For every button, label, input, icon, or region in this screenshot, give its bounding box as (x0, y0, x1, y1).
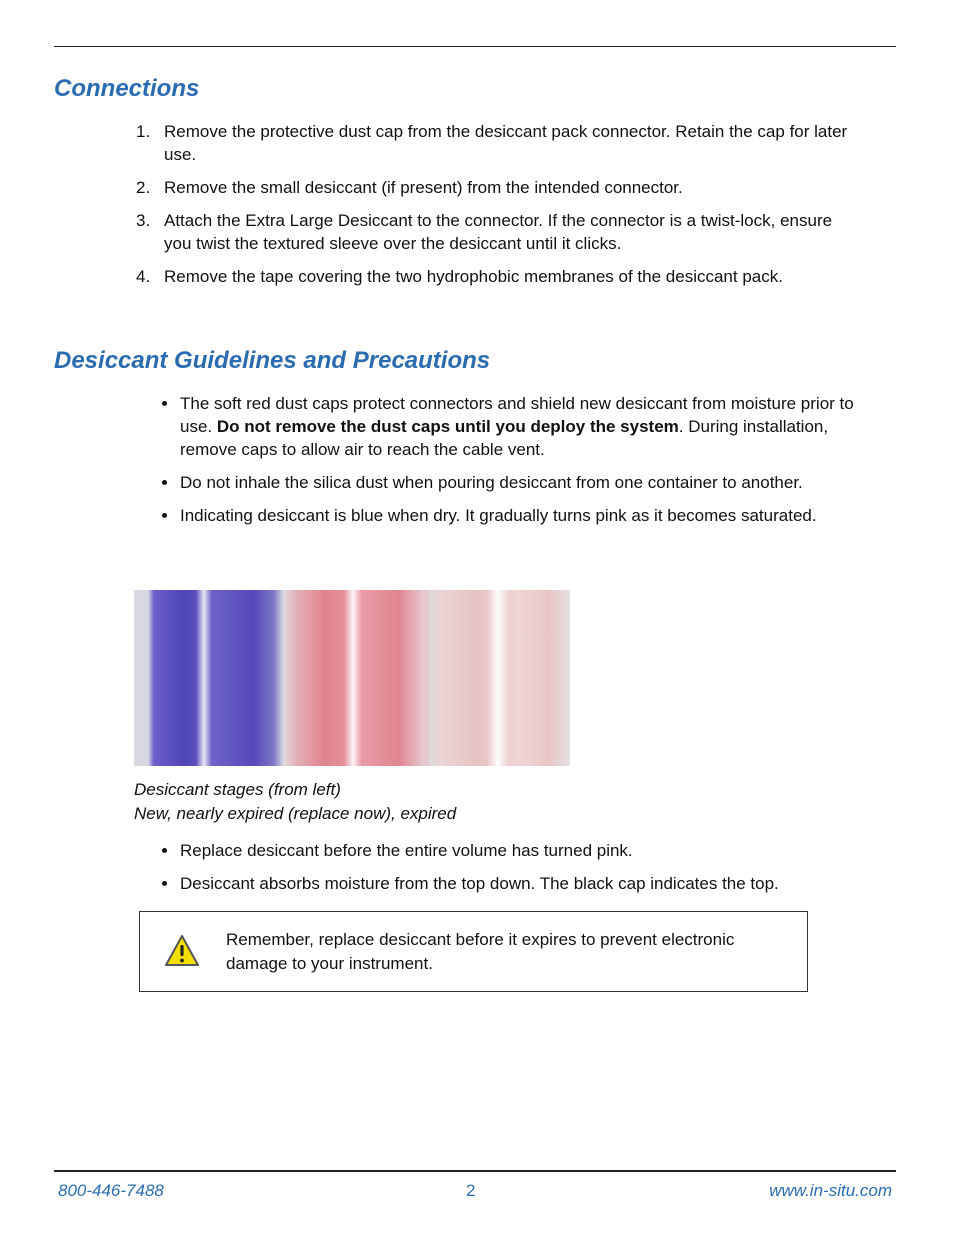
list-item: Replace desiccant before the entire volume has turned pink. (160, 839, 860, 862)
footer-website: www.in-situ.com (769, 1181, 892, 1200)
list-item: 3. Attach the Extra Large Desiccant to the connector. If the connector is a twist-lock, ensure you twist the textured sleeve over the desiccant until it clicks. (136, 211, 833, 253)
vial-expired (429, 590, 570, 766)
bullet-icon (162, 881, 167, 886)
list-item: The soft red dust caps protect connectors and shield new desiccant from moisture prior to use. Do not remove the dust caps until you deploy the system. During installation, remove caps to allow air to reach the cable vent. (160, 392, 860, 461)
bullet-icon (162, 401, 167, 406)
bold-warning-text: Do not remove the dust caps until you deploy the system (216, 417, 679, 436)
bullet-icon (162, 513, 167, 518)
vial-nearly-expired (284, 590, 429, 766)
desiccant-stages-photo (134, 590, 570, 766)
photo-caption: Desiccant stages (from left) New, nearly expired (replace now), expired (134, 780, 457, 823)
callout-message: Remember, replace desiccant before it expires to prevent electronic damage to your instrument. (226, 930, 735, 973)
warning-triangle-icon (164, 934, 200, 968)
guidelines-heading: Desiccant Guidelines and Precautions (54, 347, 491, 374)
list-item: Desiccant absorbs moisture from the top down. The black cap indicates the top. (160, 872, 860, 895)
guidelines-list (160, 392, 860, 537)
bullet-icon (162, 480, 167, 485)
footer-phone: 800-446-7488 (58, 1181, 164, 1200)
connections-heading: Connections (54, 75, 200, 102)
list-item: 2. Remove the small desiccant (if present) from the intended connector. (136, 178, 683, 197)
list-item: Do not inhale the silica dust when pouring desiccant from one container to another. (160, 471, 860, 494)
vial-new (134, 590, 284, 766)
page-number: 2 (466, 1181, 476, 1200)
header-rule (54, 46, 896, 47)
guidelines-list-continued (160, 839, 860, 905)
footer-rule (54, 1170, 896, 1172)
bullet-icon (162, 848, 167, 853)
connections-steps (136, 120, 856, 298)
warning-callout (139, 911, 808, 992)
list-item: 1. Remove the protective dust cap from the desiccant pack connector. Retain the cap for later use. (136, 122, 848, 164)
list-item: 4. Remove the tape covering the two hydrophobic membranes of the desiccant pack. (136, 267, 783, 286)
list-item: Indicating desiccant is blue when dry. It gradually turns pink as it becomes saturated. (160, 504, 860, 527)
